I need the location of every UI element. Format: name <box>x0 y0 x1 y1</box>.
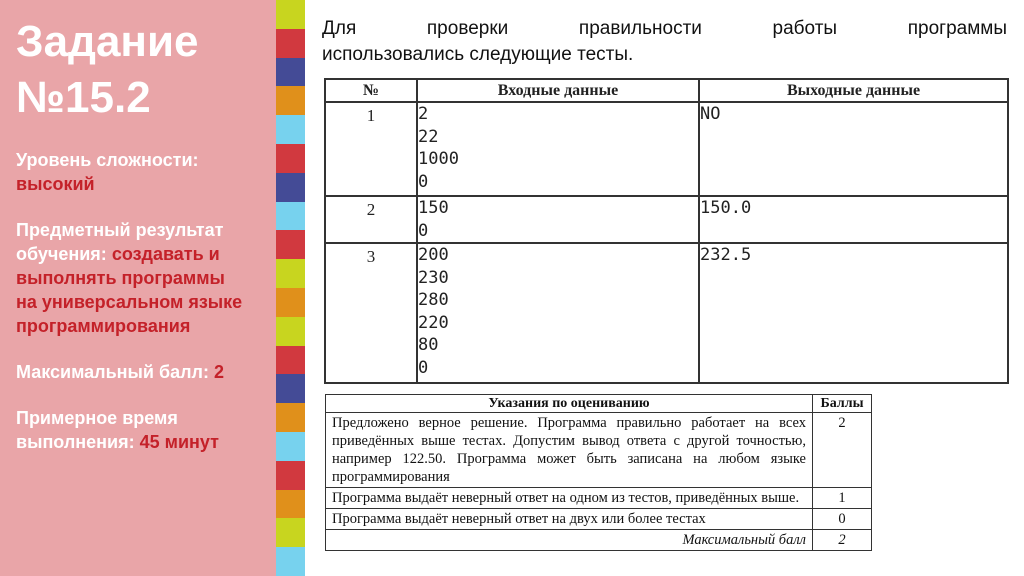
task-title-line1: Задание <box>16 17 199 66</box>
criteria-text: Программа выдаёт неверный ответ на одном из тестов, приведённых выше. <box>326 488 813 509</box>
color-stripe <box>276 432 305 461</box>
subject-label-2: обучения: <box>16 244 107 264</box>
color-stripe <box>276 317 305 346</box>
input-value: 0 <box>418 171 429 192</box>
table-row <box>326 509 872 530</box>
color-stripe <box>276 29 305 58</box>
intro-text-line2: использовались следующие тесты. <box>322 44 634 65</box>
subject-value-2: выполнять программы <box>16 268 225 288</box>
table-row <box>326 413 872 488</box>
subject-value-4: программирования <box>16 316 191 336</box>
time-label-2: выполнения: <box>16 432 135 452</box>
test-output: 232.5 <box>699 243 1008 383</box>
criteria-points: 1 <box>813 488 872 509</box>
color-stripe <box>276 490 305 519</box>
input-value: 200 <box>418 245 449 265</box>
sidebar <box>0 0 276 576</box>
subject-value-3: на универсальном языке <box>16 292 243 312</box>
color-stripe <box>276 547 305 576</box>
color-stripe <box>276 259 305 288</box>
tests-table <box>324 78 1009 384</box>
criteria-text: Программа выдаёт неверный ответ на двух или более тестах <box>326 509 813 530</box>
color-stripe <box>276 58 305 87</box>
test-num: 2 <box>325 196 417 243</box>
header-criteria: Указания по оцениванию <box>326 395 813 413</box>
color-stripe <box>276 346 305 375</box>
color-stripe <box>276 461 305 490</box>
test-output: NO <box>699 102 1008 196</box>
max-score-row-label: Максимальный балл <box>326 530 813 551</box>
header-num: № <box>325 79 417 102</box>
color-stripe <box>276 288 305 317</box>
header-output: Выходные данные <box>699 79 1008 102</box>
input-value: 0 <box>418 357 429 378</box>
color-stripe <box>276 144 305 173</box>
table-row <box>325 102 1008 196</box>
input-value: 80 <box>418 335 439 355</box>
subject-label-1: Предметный результат <box>16 220 224 240</box>
test-output: 150.0 <box>699 196 1008 243</box>
max-score-label: Максимальный балл: <box>16 362 209 382</box>
max-score-row-value: 2 <box>813 530 872 551</box>
test-num: 3 <box>325 243 417 383</box>
criteria-points: 0 <box>813 509 872 530</box>
grading-table-header <box>326 395 872 413</box>
input-value: 1000 <box>418 149 459 169</box>
color-stripe <box>276 374 305 403</box>
intro-text-line1: Для проверки правильности работы программы <box>322 18 1007 39</box>
test-num: 1 <box>325 102 417 196</box>
test-input <box>417 102 699 196</box>
input-value: 150 <box>418 198 449 218</box>
difficulty-label: Уровень сложности: <box>16 150 199 170</box>
tests-table-header <box>325 79 1008 102</box>
task-title-line2: №15.2 <box>16 73 151 122</box>
time-value: 45 минут <box>139 432 219 452</box>
color-stripe <box>276 202 305 231</box>
color-stripe <box>276 403 305 432</box>
table-row <box>326 488 872 509</box>
max-score-value: 2 <box>213 362 224 382</box>
color-stripe <box>276 86 305 115</box>
table-row <box>325 196 1008 243</box>
grading-table <box>325 394 872 551</box>
test-input <box>417 243 699 383</box>
color-stripe <box>276 518 305 547</box>
criteria-text: Предложено верное решение. Программа правильно работает на всех приведённых выше тестах. Допустим вывод ответа с другой точностью, например 122.50. Программа может быть записана на любом языке программирования <box>326 413 813 488</box>
input-value: 230 <box>418 267 449 288</box>
header-input: Входные данные <box>417 79 699 102</box>
input-value: 280 <box>418 290 449 310</box>
test-input <box>417 196 699 243</box>
input-value: 2 <box>418 104 429 124</box>
decorative-stripes <box>276 0 305 576</box>
color-stripe <box>276 173 305 202</box>
color-stripe <box>276 230 305 259</box>
difficulty-value: высокий <box>16 174 95 194</box>
header-points: Баллы <box>813 395 872 413</box>
subject-value-1: создавать и <box>111 244 220 264</box>
input-value: 22 <box>418 126 439 147</box>
table-row <box>325 243 1008 383</box>
input-value: 0 <box>418 220 429 241</box>
color-stripe <box>276 0 305 29</box>
criteria-points: 2 <box>813 413 872 488</box>
color-stripe <box>276 115 305 144</box>
table-row-total <box>326 530 872 551</box>
time-label-1: Примерное время <box>16 408 178 428</box>
input-value: 220 <box>418 312 449 333</box>
